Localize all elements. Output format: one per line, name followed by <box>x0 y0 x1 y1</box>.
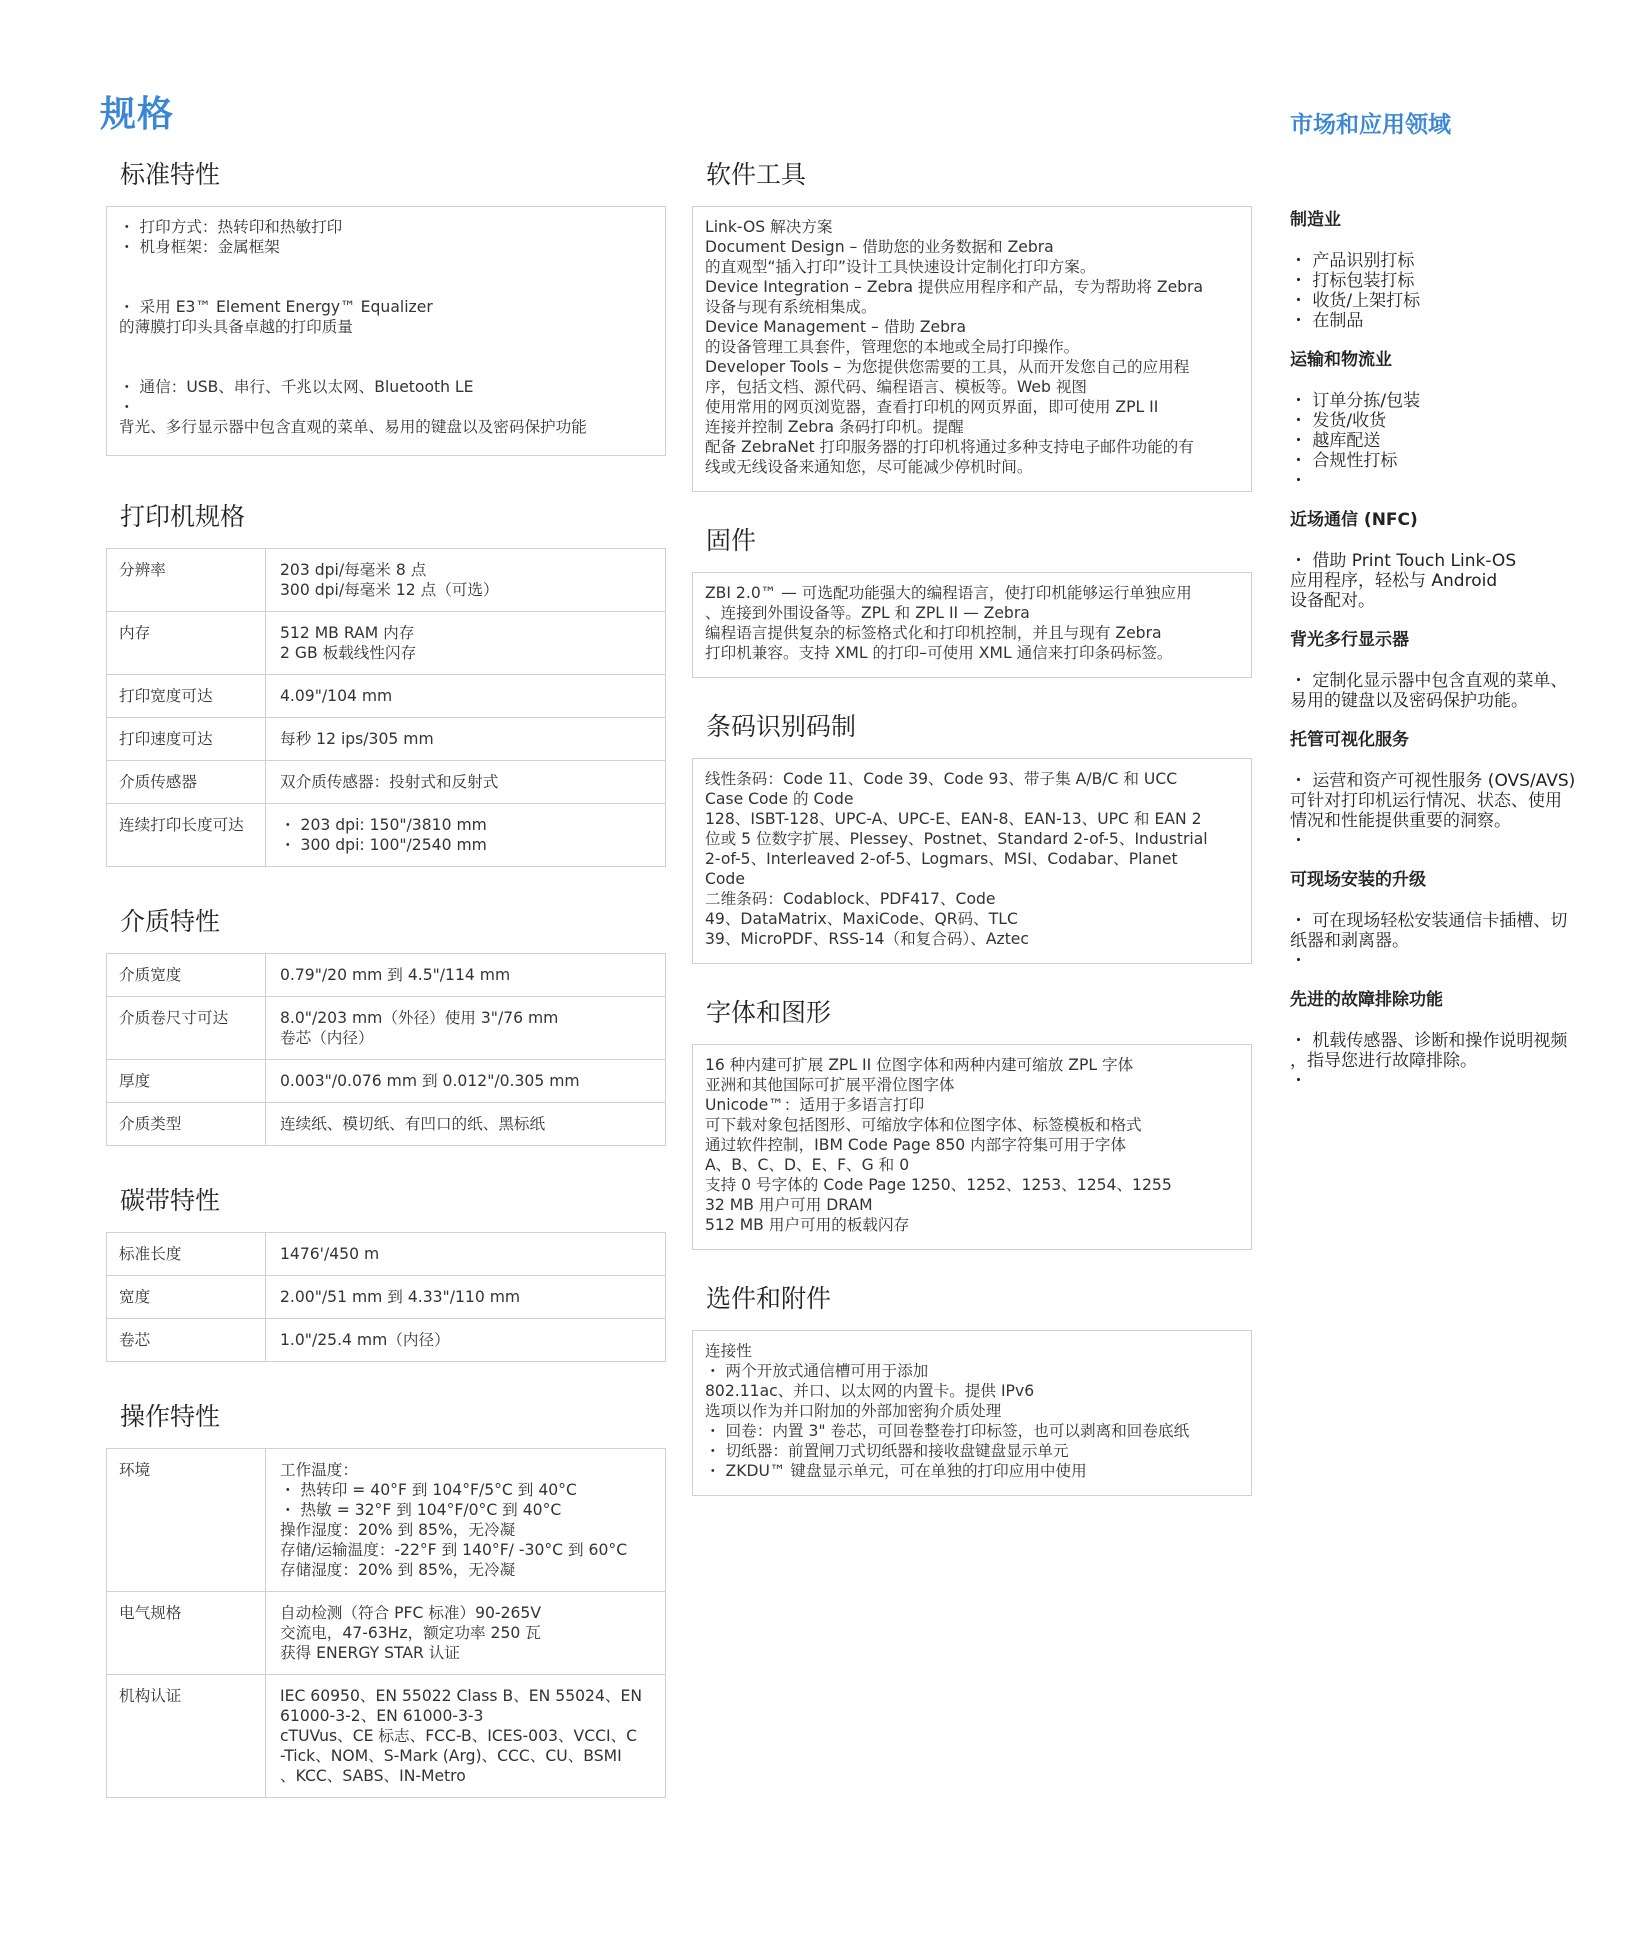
spec-value-line: 卷芯（内径） <box>280 1029 374 1047</box>
text-line: Device Management – 借助 Zebra <box>705 318 967 336</box>
spec-value-line: 203 dpi/每毫米 8 点 <box>280 561 427 579</box>
spec-value <box>266 1449 666 1592</box>
text-line: ・ 两个开放式通信槽可用于添加 <box>705 1362 929 1380</box>
market-list-item: ・ 越库配送 <box>1290 431 1381 451</box>
market-list <box>1290 551 1615 611</box>
text-line: 2-of-5、Interleaved 2-of-5、Logmars、MSI、Codabar、Planet <box>705 850 1178 868</box>
media-specs-heading: 介质特性 <box>120 907 221 936</box>
text-line: Developer Tools – 为您提供您需要的工具，从而开发您自己的应用程 <box>705 358 1190 376</box>
barcode-symbologies-heading: 条码识别码制 <box>706 712 857 741</box>
firmware-heading: 固件 <box>706 526 757 555</box>
spec-key: 机构认证 <box>107 1675 266 1798</box>
text-line: 打印机兼容。支持 XML 的打印–可使用 XML 通信来打印条码标签。 <box>705 644 1173 662</box>
market-heading: 先进的故障排除功能 <box>1290 990 1443 1010</box>
text-line: 序，包括文档、源代码、编程语言、模板等。Web 视图 <box>705 378 1088 396</box>
spec-value <box>266 1592 666 1675</box>
text-line: 的薄膜打印头具备卓越的打印质量 <box>119 318 353 336</box>
text-line: 配备 ZebraNet 打印服务器的打印机将通过多种支持电子邮件功能的有 <box>705 438 1194 456</box>
text-line: 使用常用的网页浏览器，查看打印机的网页界面，即可使用 ZPL II <box>705 398 1159 416</box>
spec-value <box>266 1060 666 1103</box>
printer-specs-table <box>106 548 666 867</box>
text-line: 128、ISBT-128、UPC-A、UPC-E、EAN-8、EAN-13、UPC 和 EAN 2 <box>705 810 1202 828</box>
spec-value-line: 300 dpi/每毫米 12 点（可选） <box>280 581 499 599</box>
spec-key: 厚度 <box>107 1060 266 1103</box>
market-list-item: ・ 运营和资产可视性服务 (OVS/AVS) <box>1290 771 1576 791</box>
text-line: Link-OS 解决方案 <box>705 218 833 236</box>
spec-value-line: 工作温度： <box>280 1461 358 1479</box>
text-line: ・ 通信：USB、串行、千兆以太网、Bluetooth LE <box>119 378 474 396</box>
text-line: 设备与现有系统相集成。 <box>705 298 877 316</box>
standard-features-heading: 标准特性 <box>120 160 221 189</box>
text-line: ・ 采用 E3™ Element Energy™ Equalizer <box>119 298 433 316</box>
market-list <box>1290 391 1615 491</box>
spec-value <box>266 761 666 804</box>
spec-row <box>107 761 666 804</box>
spec-row <box>107 718 666 761</box>
printer-specs-heading: 打印机规格 <box>120 502 246 531</box>
market-list-item: 应用程序，轻松与 Android <box>1290 571 1498 591</box>
spec-value <box>266 1233 666 1276</box>
text-line: ・ ZKDU™ 键盘显示单元，可在单独的打印应用中使用 <box>705 1462 1087 1480</box>
text-line: 支持 0 号字体的 Code Page 1250、1252、1253、1254、1255 <box>705 1176 1172 1194</box>
software-tools-heading: 软件工具 <box>706 160 807 189</box>
spec-value-line: 自动检测（符合 PFC 标准）90-265V <box>280 1604 542 1622</box>
text-line: 选项以作为并口附加的外部加密狗介质处理 <box>705 1402 1002 1420</box>
spec-value <box>266 1319 666 1362</box>
spec-row <box>107 954 666 997</box>
spec-key: 打印宽度可达 <box>107 675 266 718</box>
spec-value <box>266 954 666 997</box>
text-line: 16 种内建可扩展 ZPL II 位图字体和两种内建可缩放 ZPL 字体 <box>705 1056 1134 1074</box>
spec-value-line: 8.0"/203 mm（外径）使用 3"/76 mm <box>280 1009 559 1027</box>
spec-row <box>107 612 666 675</box>
market-list-item: ・ 产品识别打标 <box>1290 251 1415 271</box>
spec-value-line: ・ 203 dpi: 150"/3810 mm <box>280 816 487 834</box>
market-list-item: ・ 发货/收货 <box>1290 411 1387 431</box>
markets-title: 市场和应用领域 <box>1290 112 1451 138</box>
options-accessories-heading: 选件和附件 <box>706 1284 832 1313</box>
text-line: Device Integration – Zebra 提供应用程序和产品，专为帮助将 Zebra <box>705 278 1204 296</box>
text-line: 39、MicroPDF、RSS-14（和复合码）、Aztec <box>705 930 1029 948</box>
text-line: ・ <box>119 398 135 416</box>
operating-specs-table <box>106 1448 666 1798</box>
spec-value-line: 512 MB RAM 内存 <box>280 624 415 642</box>
spec-value-line: 双介质传感器：投射式和反射式 <box>280 773 499 791</box>
spec-key: 标准长度 <box>107 1233 266 1276</box>
spec-row <box>107 1276 666 1319</box>
text-line: Code <box>705 870 745 888</box>
barcode-symbologies-box <box>692 758 1252 964</box>
spec-key: 内存 <box>107 612 266 675</box>
spec-value-line: 61000-3-2、EN 61000-3-3 <box>280 1707 484 1725</box>
market-list <box>1290 911 1615 971</box>
text-line: 49、DataMatrix、MaxiCode、QR码、TLC <box>705 910 1018 928</box>
text-line: Document Design – 借助您的业务数据和 Zebra <box>705 238 1054 256</box>
spec-value-line: 1476'/450 m <box>280 1245 380 1263</box>
market-list-item: ・ 合规性打标 <box>1290 451 1398 471</box>
market-list-item: ・ 借助 Print Touch Link-OS <box>1290 551 1517 571</box>
spec-value-line: 获得 ENERGY STAR 认证 <box>280 1644 460 1662</box>
spec-value-line: 0.79"/20 mm 到 4.5"/114 mm <box>280 966 511 984</box>
text-line: 背光、多行显示器中包含直观的菜单、易用的键盘以及密码保护功能 <box>119 418 587 436</box>
market-list-item: 纸器和剥离器。 <box>1290 931 1409 951</box>
spec-key: 分辨率 <box>107 549 266 612</box>
spec-value <box>266 718 666 761</box>
text-line: A、B、C、D、E、F、G 和 0 <box>705 1156 910 1174</box>
market-heading: 托管可视化服务 <box>1290 730 1409 750</box>
market-list-item: ・ 可在现场轻松安装通信卡插槽、切 <box>1290 911 1568 931</box>
text-line: 通过软件控制，IBM Code Page 850 内部字符集可用于字体 <box>705 1136 1127 1154</box>
spec-key: 介质传感器 <box>107 761 266 804</box>
spec-value <box>266 1675 666 1798</box>
spec-key: 卷芯 <box>107 1319 266 1362</box>
text-line: 可下载对象包括图形、可缩放字体和位图字体、标签模板和格式 <box>705 1116 1142 1134</box>
market-list <box>1290 671 1615 711</box>
spec-key: 介质类型 <box>107 1103 266 1146</box>
text-line: ZBI 2.0™ — 可选配功能强大的编程语言，使打印机能够运行单独应用 <box>705 584 1192 602</box>
text-line: 512 MB 用户可用的板载闪存 <box>705 1216 910 1234</box>
market-list-item: ・ 机载传感器、诊断和操作说明视频 <box>1290 1031 1568 1051</box>
market-list-item: ・ 订单分拣/包装 <box>1290 391 1421 411</box>
software-tools-box <box>692 206 1252 492</box>
text-line: Case Code 的 Code <box>705 790 854 808</box>
text-line: 的直观型“插入打印”设计工具快速设计定制化打印方案。 <box>705 258 1096 276</box>
text-line: 位或 5 位数字扩展、Plessey、Postnet、Standard 2-of-5、Industrial <box>705 830 1208 848</box>
spec-row <box>107 1103 666 1146</box>
firmware-box <box>692 572 1252 678</box>
spec-value <box>266 1276 666 1319</box>
spec-value-line: ・ 热转印 = 40°F 到 104°F/5°C 到 40°C <box>280 1481 577 1499</box>
spec-value-line: ・ 热敏 = 32°F 到 104°F/0°C 到 40°C <box>280 1501 562 1519</box>
spec-value <box>266 1103 666 1146</box>
market-heading: 运输和物流业 <box>1290 350 1392 370</box>
right-column <box>1290 106 1615 1109</box>
fonts-graphics-box <box>692 1044 1252 1250</box>
text-line: 802.11ac、并口、以太网的内置卡。提供 IPv6 <box>705 1382 1035 1400</box>
spec-row <box>107 1675 666 1798</box>
spec-row <box>107 997 666 1060</box>
market-list-item: 设备配对。 <box>1290 591 1375 611</box>
text-line: 连接性 <box>705 1342 752 1360</box>
markets-groups <box>1290 209 1615 1091</box>
middle-column <box>692 158 1252 1496</box>
spec-value-line: 4.09"/104 mm <box>280 687 393 705</box>
left-column <box>106 158 666 1798</box>
text-line: 线或无线设备来通知您，尽可能减少停机时间。 <box>705 458 1033 476</box>
spec-value-line: 操作湿度：20% 到 85%，无冷凝 <box>280 1521 516 1539</box>
market-list-item: ・ <box>1290 831 1307 851</box>
operating-specs-heading: 操作特性 <box>120 1402 221 1431</box>
market-heading: 背光多行显示器 <box>1290 630 1409 650</box>
spec-row <box>107 675 666 718</box>
text-line: 亚洲和其他国际可扩展平滑位图字体 <box>705 1076 955 1094</box>
spec-key: 打印速度可达 <box>107 718 266 761</box>
market-list-item: 情况和性能提供重要的洞察。 <box>1290 811 1511 831</box>
market-list-item: ・ <box>1290 471 1307 491</box>
spec-value-line: 连续纸、模切纸、有凹口的纸、黑标纸 <box>280 1115 546 1133</box>
market-list-item: ・ 在制品 <box>1290 311 1364 331</box>
spec-value-line: cTUVus、CE 标志、FCC-B、ICES-003、VCCI、C <box>280 1727 638 1745</box>
spec-value-line: 2 GB 板载线性闪存 <box>280 644 417 662</box>
spec-value <box>266 675 666 718</box>
market-list-item: ・ 收货/上架打标 <box>1290 291 1421 311</box>
spec-value-line: 0.003"/0.076 mm 到 0.012"/0.305 mm <box>280 1072 580 1090</box>
spacer <box>119 257 653 277</box>
market-list <box>1290 771 1615 851</box>
spec-value-line: -Tick、NOM、S-Mark (Arg)、CCC、CU、BSMI <box>280 1747 622 1765</box>
spec-row <box>107 1449 666 1592</box>
text-line: 二维条码：Codablock、PDF417、Code <box>705 890 996 908</box>
spec-value-line: 每秒 12 ips/305 mm <box>280 730 434 748</box>
spacer <box>119 337 653 357</box>
spec-key: 电气规格 <box>107 1592 266 1675</box>
spec-key: 宽度 <box>107 1276 266 1319</box>
text-line: 32 MB 用户可用 DRAM <box>705 1196 873 1214</box>
spec-key: 介质宽度 <box>107 954 266 997</box>
market-list <box>1290 1031 1615 1091</box>
spec-value <box>266 997 666 1060</box>
page-title: 规格 <box>100 94 175 135</box>
market-list-item: ・ <box>1290 951 1307 971</box>
spec-value-line: ・ 300 dpi: 100"/2540 mm <box>280 836 487 854</box>
text-line: ・ 回卷：内置 3" 卷芯，可回卷整卷打印标签，也可以剥离和回卷底纸 <box>705 1422 1190 1440</box>
ribbon-specs-table <box>106 1232 666 1362</box>
spec-row <box>107 549 666 612</box>
market-list-item: 易用的键盘以及密码保护功能。 <box>1290 691 1528 711</box>
market-list-item: 可针对打印机运行情况、状态、使用 <box>1290 791 1562 811</box>
spec-value-line: 交流电，47-63Hz，额定功率 250 瓦 <box>280 1624 541 1642</box>
spec-row <box>107 1319 666 1362</box>
spec-key: 介质卷尺寸可达 <box>107 997 266 1060</box>
spec-key: 环境 <box>107 1449 266 1592</box>
spec-row <box>107 1233 666 1276</box>
market-heading: 可现场安装的升级 <box>1290 870 1426 890</box>
spec-value-line: IEC 60950、EN 55022 Class B、EN 55024、EN <box>280 1687 642 1705</box>
text-line: 线性条码：Code 11、Code 39、Code 93、带子集 A/B/C 和 UCC <box>705 770 1178 788</box>
standard-features-box <box>106 206 666 456</box>
spec-value-line: 2.00"/51 mm 到 4.33"/110 mm <box>280 1288 521 1306</box>
text-line: 连接并控制 Zebra 条码打印机。提醒 <box>705 418 964 436</box>
ribbon-specs-heading: 碳带特性 <box>120 1186 221 1215</box>
spacer <box>119 357 653 377</box>
text-line: ・ 机身框架：金属框架 <box>119 238 280 256</box>
market-list-item: ・ 定制化显示器中包含直观的菜单、 <box>1290 671 1568 691</box>
market-heading: 近场通信 (NFC) <box>1290 510 1418 530</box>
text-line: 编程语言提供复杂的标签格式化和打印机控制，并且与现有 Zebra <box>705 624 1162 642</box>
market-list-item: ・ 打标包装打标 <box>1290 271 1415 291</box>
market-list-item: ，指导您进行故障排除。 <box>1290 1051 1477 1071</box>
spec-row <box>107 804 666 867</box>
spec-row <box>107 1060 666 1103</box>
spec-row <box>107 1592 666 1675</box>
fonts-graphics-heading: 字体和图形 <box>706 998 832 1027</box>
options-accessories-box <box>692 1330 1252 1496</box>
market-list-item: ・ <box>1290 1071 1307 1091</box>
spec-value <box>266 549 666 612</box>
spec-value <box>266 612 666 675</box>
text-line: 的设备管理工具套件，管理您的本地或全局打印操作。 <box>705 338 1080 356</box>
text-line: 、连接到外围设备等。ZPL 和 ZPL II — Zebra <box>705 604 1030 622</box>
market-list <box>1290 251 1615 331</box>
text-line: ・ 切纸器：前置闸刀式切纸器和接收盘键盘显示单元 <box>705 1442 1069 1460</box>
spec-key: 连续打印长度可达 <box>107 804 266 867</box>
spec-value-line: 1.0"/25.4 mm（内径） <box>280 1331 450 1349</box>
spec-value <box>266 804 666 867</box>
spec-value-line: 存储湿度：20% 到 85%，无冷凝 <box>280 1561 516 1579</box>
text-line: ・ 打印方式：热转印和热敏打印 <box>119 218 343 236</box>
spec-value-line: 存储/运输温度：-22°F 到 140°F/ -30°C 到 60°C <box>280 1541 628 1559</box>
market-heading: 制造业 <box>1290 210 1341 230</box>
media-specs-table <box>106 953 666 1146</box>
text-line: Unicode™：适用于多语言打印 <box>705 1096 925 1114</box>
spacer <box>119 277 653 297</box>
spec-value-line: 、KCC、SABS、IN-Metro <box>280 1767 466 1785</box>
